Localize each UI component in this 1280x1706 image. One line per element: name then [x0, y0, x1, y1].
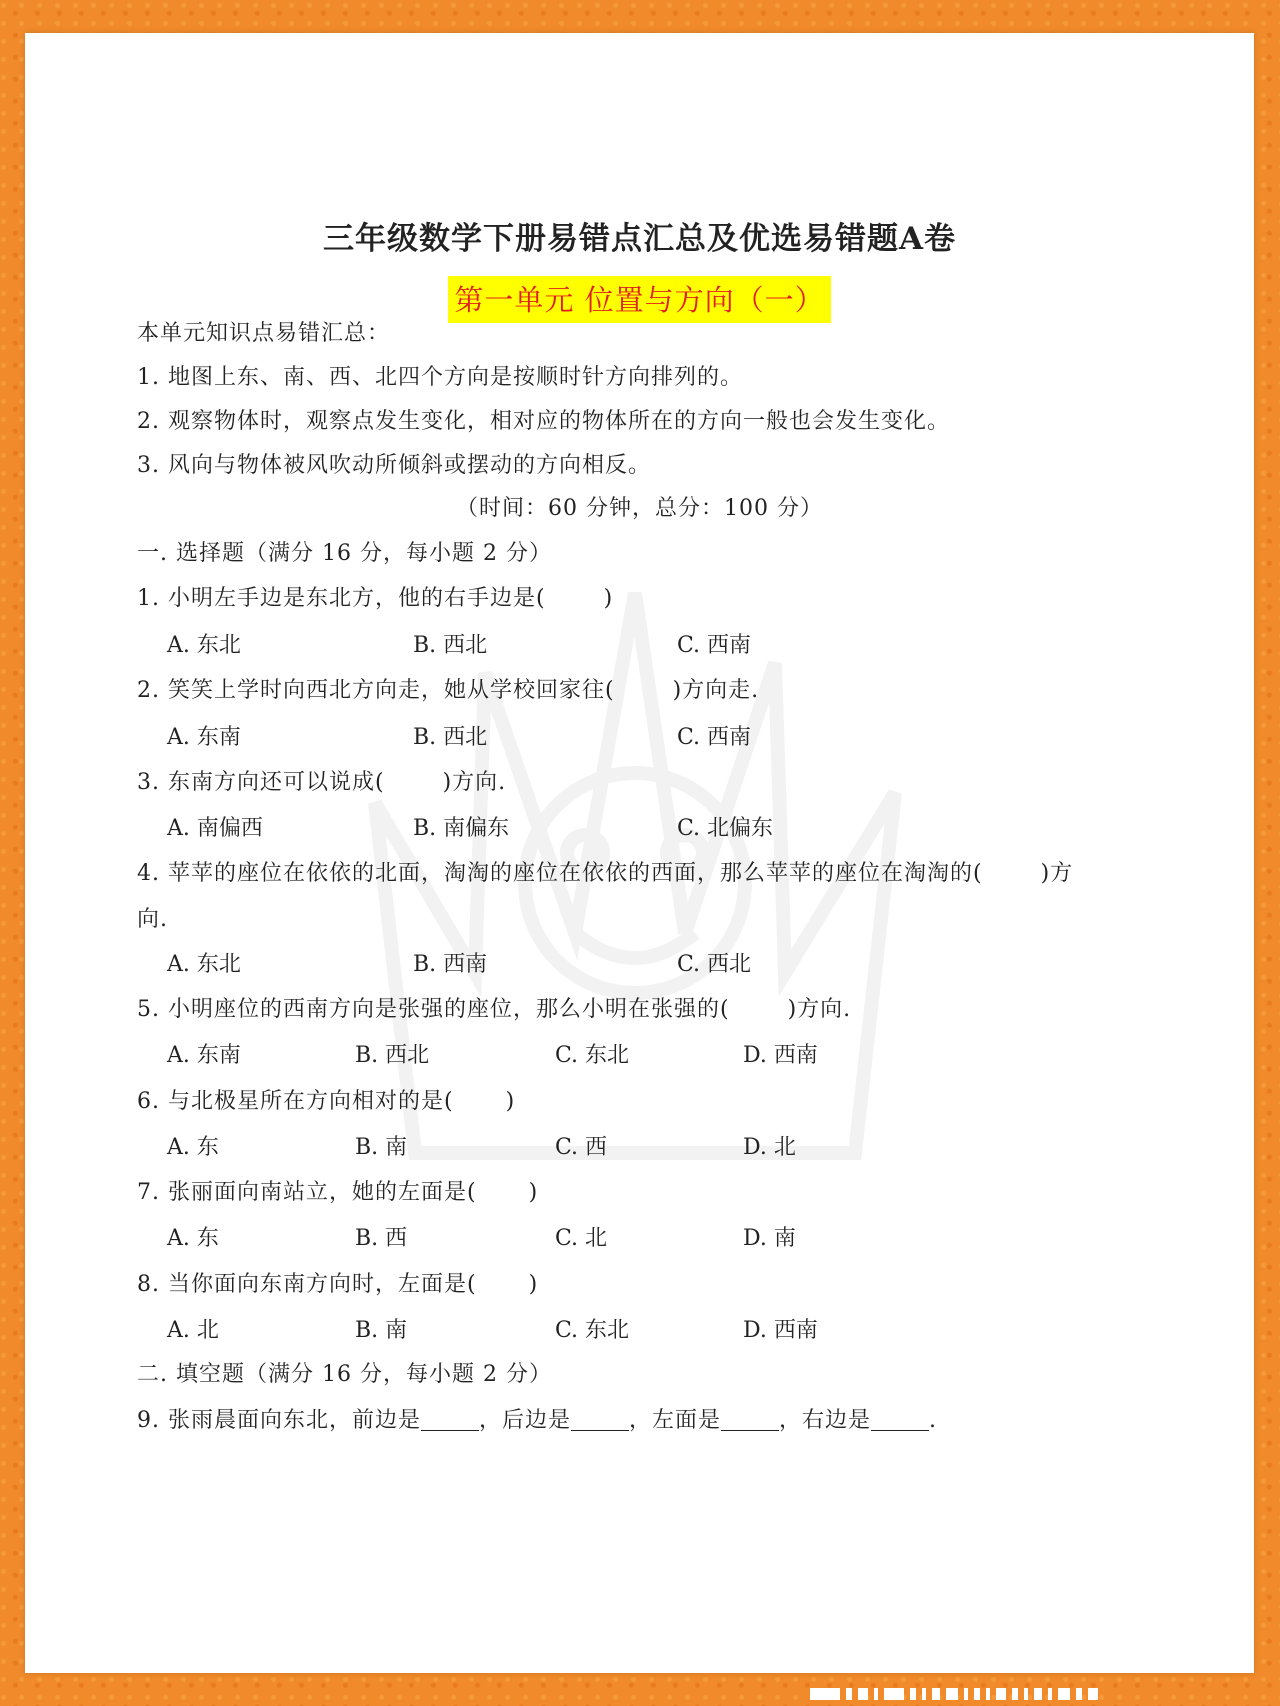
q8-option-a: A. 北: [167, 1318, 219, 1343]
summary-heading: 本单元知识点易错汇总：: [137, 321, 391, 346]
summary-item-3: 3. 风向与物体被风吹动所倾斜或摆动的方向相反。: [137, 453, 651, 478]
q6-option-d: D. 北: [743, 1135, 796, 1160]
question-5-stem-end: )方向.: [787, 997, 852, 1022]
q2-option-b: B. 西北: [413, 725, 488, 750]
q1-option-b: B. 西北: [413, 633, 488, 658]
question-4: [137, 856, 1073, 887]
worksheet-title: 三年级数学下册易错点汇总及优选易错题A卷: [322, 221, 957, 257]
section-2-heading: 二. 填空题（满分 16 分，每小题 2 分）: [137, 1362, 552, 1387]
question-1: [137, 581, 613, 612]
fill-blank[interactable]: [421, 1408, 479, 1431]
q7-option-c: C. 北: [555, 1226, 608, 1251]
time-info: （时间：60 分钟，总分：100 分）: [456, 496, 823, 521]
q2-option-c: C. 西南: [677, 725, 752, 750]
question-3-stem: 3. 东南方向还可以说成(: [137, 770, 385, 795]
q7-option-a: A. 东: [167, 1226, 219, 1251]
q8-option-d: D. 西南: [743, 1318, 818, 1343]
worksheet-page: [25, 33, 1254, 1673]
q5-option-a: A. 东南: [167, 1043, 241, 1068]
q3-option-c: C. 北偏东: [677, 816, 774, 841]
question-6-stem: 6. 与北极星所在方向相对的是(: [137, 1089, 454, 1114]
question-1-stem-end: ): [603, 586, 614, 611]
question-1-stem: 1. 小明左手边是东北方，他的右手边是(: [137, 586, 546, 611]
question-2-stem: 2. 笑笑上学时向西北方向走，她从学校回家往(: [137, 678, 615, 703]
question-6-stem-end: ): [505, 1089, 516, 1114]
question-9-part-4: ，右边是: [779, 1408, 872, 1433]
q5-option-d: D. 西南: [743, 1043, 818, 1068]
summary-item-2: 2. 观察物体时，观察点发生变化，相对应的物体所在的方向一般也会发生变化。: [137, 409, 950, 434]
q6-option-c: C. 西: [555, 1135, 608, 1160]
question-4-stem-end: )方: [1040, 861, 1074, 886]
q4-option-b: B. 西南: [413, 952, 488, 977]
q2-option-a: A. 东南: [167, 725, 241, 750]
question-8-stem-end: ): [528, 1272, 539, 1297]
unit-heading: 第一单元 位置与方向（一）: [448, 276, 830, 323]
q7-option-d: D. 南: [743, 1226, 796, 1251]
question-7-stem-end: ): [528, 1180, 539, 1205]
q6-option-a: A. 东: [167, 1135, 219, 1160]
question-3-stem-end: )方向.: [442, 770, 507, 795]
q3-option-a: A. 南偏西: [167, 816, 263, 841]
q8-option-b: B. 南: [355, 1318, 408, 1343]
q1-option-a: A. 东北: [167, 633, 241, 658]
question-5: [137, 992, 851, 1023]
q5-option-c: C. 东北: [555, 1043, 630, 1068]
q1-option-c: C. 西南: [677, 633, 752, 658]
question-9-part-1: 9. 张雨晨面向东北，前边是: [137, 1408, 421, 1433]
fill-blank[interactable]: [571, 1408, 629, 1431]
question-9: [137, 1403, 937, 1434]
fill-blank[interactable]: [721, 1408, 779, 1431]
watermark-strip: [810, 1687, 1240, 1701]
question-4-continuation: 向.: [137, 907, 168, 932]
q4-option-a: A. 东北: [167, 952, 241, 977]
summary-item-1: 1. 地图上东、南、西、北四个方向是按顺时针方向排列的。: [137, 365, 743, 390]
section-1-heading: 一. 选择题（满分 16 分，每小题 2 分）: [137, 541, 552, 566]
q6-option-b: B. 南: [355, 1135, 408, 1160]
question-2-stem-end: )方向走.: [672, 678, 760, 703]
question-2: [137, 673, 759, 704]
question-9-part-2: ，后边是: [478, 1408, 571, 1433]
question-7: [137, 1175, 538, 1206]
question-9-part-5: .: [929, 1408, 938, 1433]
question-8: [137, 1267, 538, 1298]
question-4-stem: 4. 苹苹的座位在依依的北面，淘淘的座位在依依的西面，那么苹苹的座位在淘淘的(: [137, 861, 983, 886]
q5-option-b: B. 西北: [355, 1043, 430, 1068]
fill-blank[interactable]: [871, 1408, 929, 1431]
question-9-part-3: ，左面是: [629, 1408, 722, 1433]
question-8-stem: 8. 当你面向东南方向时，左面是(: [137, 1272, 477, 1297]
question-6: [137, 1084, 515, 1115]
q7-option-b: B. 西: [355, 1226, 408, 1251]
q3-option-b: B. 南偏东: [413, 816, 510, 841]
question-5-stem: 5. 小明座位的西南方向是张强的座位，那么小明在张强的(: [137, 997, 730, 1022]
q8-option-c: C. 东北: [555, 1318, 630, 1343]
question-7-stem: 7. 张丽面向南站立，她的左面是(: [137, 1180, 477, 1205]
q4-option-c: C. 西北: [677, 952, 752, 977]
question-3: [137, 765, 506, 796]
